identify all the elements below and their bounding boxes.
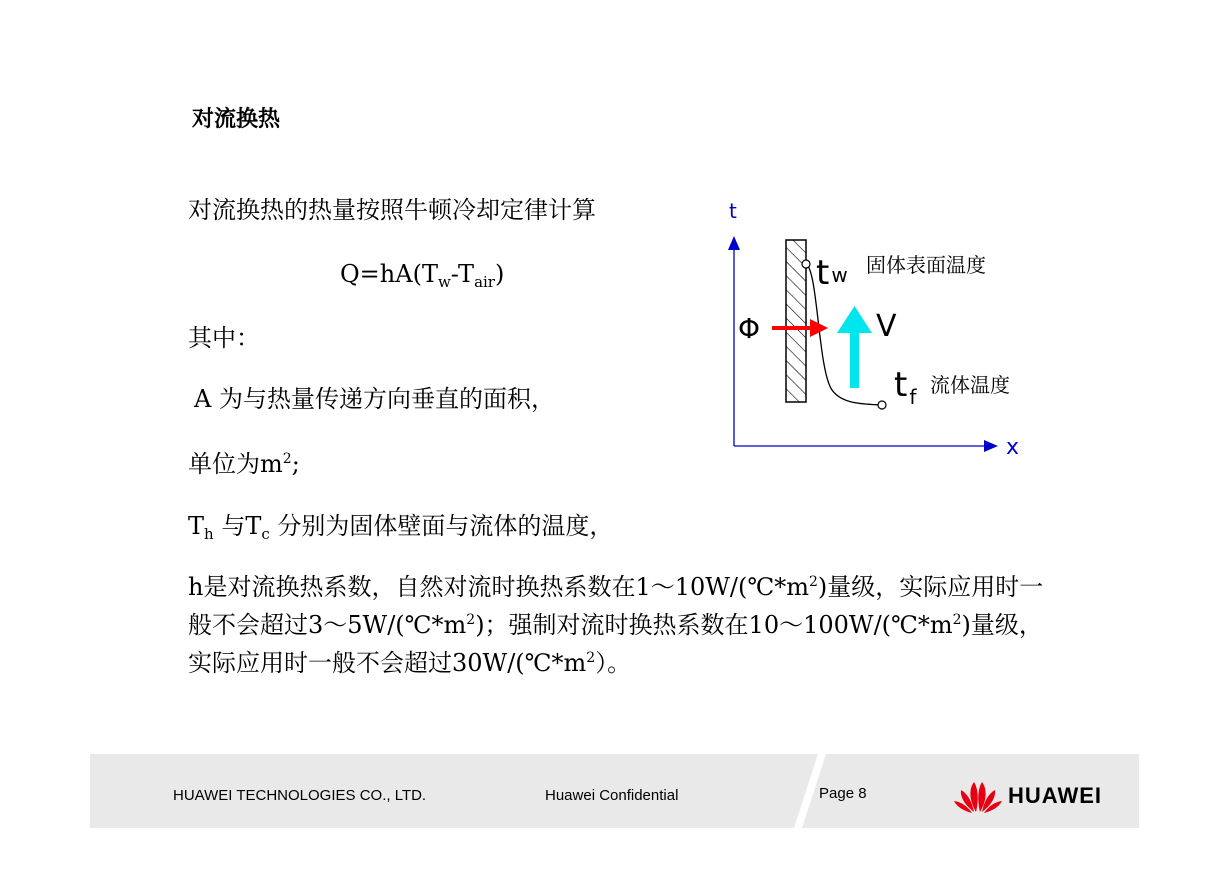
x-axis-arrowhead bbox=[984, 440, 998, 452]
intro-line: 对流换热的热量按照牛顿冷却定律计算 bbox=[188, 196, 596, 224]
para-part: )量级，实际应用时一般不会超过30W/(℃*m bbox=[188, 611, 1043, 677]
tf-label bbox=[894, 365, 917, 409]
unit-sup: 2 bbox=[282, 451, 292, 467]
para-sup: 2 bbox=[586, 650, 596, 666]
formula-part: ) bbox=[494, 260, 505, 288]
tf-subscript: f bbox=[909, 385, 917, 409]
unit-end: ; bbox=[291, 450, 300, 478]
x-axis-label: x bbox=[1006, 435, 1020, 460]
unit-text: 单位为m bbox=[188, 450, 283, 478]
slide-title: 对流换热 bbox=[192, 107, 281, 132]
para-sup: 2 bbox=[952, 612, 962, 628]
footer-confidential: Huawei Confidential bbox=[545, 787, 679, 804]
para-sup: 2 bbox=[809, 574, 818, 590]
para-part: )；强制对流时换热系数在10～100W/(℃*m bbox=[475, 611, 953, 639]
formula bbox=[340, 258, 504, 290]
formula-sub-air: air bbox=[474, 273, 495, 291]
tf-point-icon bbox=[878, 401, 886, 409]
velocity-label: V bbox=[876, 309, 897, 344]
temp-sub-c: c bbox=[261, 525, 270, 543]
unit-line bbox=[188, 448, 300, 480]
formula-sub-w: w bbox=[437, 273, 451, 291]
temp-part: T bbox=[188, 512, 205, 540]
tw-label bbox=[816, 253, 848, 293]
huawei-logo bbox=[952, 778, 1112, 814]
temp-part: 与T bbox=[213, 512, 262, 540]
t-axis-label: t bbox=[729, 199, 737, 223]
where-line: 其中： bbox=[188, 324, 260, 352]
para-part: ）。 bbox=[595, 649, 632, 677]
footer-company: HUAWEI TECHNOLOGIES CO., LTD. bbox=[173, 787, 427, 804]
convection-diagram bbox=[700, 190, 1060, 470]
temp-part: 分别为固体壁面与流体的温度， bbox=[269, 512, 614, 540]
coefficient-paragraph bbox=[188, 568, 1058, 682]
huawei-petals-icon bbox=[952, 778, 1004, 814]
formula-part: Q=hA(T bbox=[340, 260, 438, 288]
tf-description: 流体温度 bbox=[930, 373, 1010, 397]
footer-page-number: Page 8 bbox=[819, 785, 867, 802]
phi-label: Φ bbox=[738, 312, 761, 345]
temp-sub-h: h bbox=[204, 525, 214, 543]
para-part: )量级，实际应用时一般不会超过3～5W/(℃*m bbox=[188, 573, 1044, 639]
temperature-line bbox=[188, 510, 613, 542]
tw-point-icon bbox=[802, 260, 810, 268]
formula-part: -T bbox=[450, 260, 475, 288]
velocity-arrow bbox=[850, 330, 859, 388]
para-part: h是对流换热系数，自然对流时换热系数在1～10W/(℃*m bbox=[188, 573, 809, 601]
area-definition: A 为与热量传递方向垂直的面积， bbox=[194, 385, 555, 413]
tw-subscript: w bbox=[831, 263, 848, 287]
para-sup: 2 bbox=[466, 612, 476, 628]
velocity-arrowhead bbox=[837, 306, 872, 333]
tw-symbol: t bbox=[816, 253, 830, 293]
tf-symbol: t bbox=[894, 365, 908, 405]
huawei-wordmark: HUAWEI bbox=[1008, 783, 1102, 808]
tw-description: 固体表面温度 bbox=[866, 253, 986, 277]
t-axis-arrowhead bbox=[728, 236, 740, 250]
heat-flux-arrowhead bbox=[810, 319, 828, 337]
